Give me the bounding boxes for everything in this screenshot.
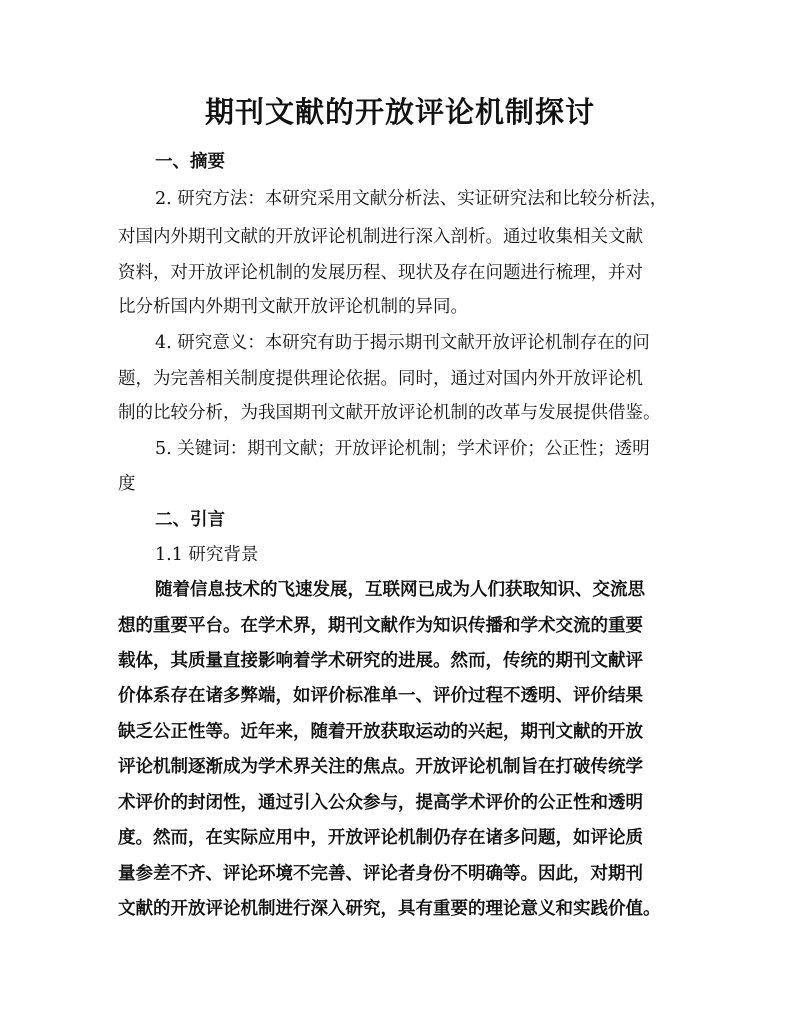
paragraph-line: 价体系存在诸多弊端，如评价标准单一、评价过程不透明、评价结果 — [118, 686, 643, 706]
paragraph-line: 度。然而，在实际应用中，开放评论机制仍存在诸多问题，如评论质 — [118, 828, 643, 848]
paragraph-line: 载体，其质量直接影响着学术研究的进展。然而，传统的期刊文献评 — [118, 651, 643, 671]
paragraph-line: 5. 关键词：期刊文献；开放评论机制；学术评价；公正性；透明 — [155, 439, 650, 459]
subsection-heading-background: 1.1 研究背景 — [155, 545, 259, 565]
page-title: 期刊文献的开放评论机制探讨 — [204, 95, 595, 129]
paragraph-line: 文献的开放评论机制进行深入研究，具有重要的理论意义和实践价值。 — [118, 899, 661, 919]
paragraph-line: 量参差不齐、评论环境不完善、评论者身份不明确等。因此，对期刊 — [118, 864, 643, 884]
paragraph-line: 题，为完善相关制度提供理论依据。同时，通过对国内外开放评论机 — [118, 369, 643, 389]
paragraph-line: 对国内外期刊文献的开放评论机制进行深入剖析。通过收集相关文献 — [118, 227, 643, 247]
paragraph-line: 术评价的封闭性，通过引入公众参与，提高学术评价的公正性和透明 — [118, 793, 643, 813]
section-heading-abstract: 一、摘要 — [155, 152, 225, 172]
paragraph-line: 度 — [118, 474, 136, 494]
paragraph-line: 随着信息技术的飞速发展，互联网已成为人们获取知识、交流思 — [155, 580, 645, 600]
section-heading-introduction: 二、引言 — [155, 510, 225, 530]
paragraph-line: 4. 研究意义：本研究有助于揭示期刊文献开放评论机制存在的问 — [155, 333, 650, 353]
paragraph-line: 比分析国内外期刊文献开放评论机制的异同。 — [118, 297, 468, 317]
paragraph-line: 2. 研究方法：本研究采用文献分析法、实证研究法和比较分析法， — [155, 189, 668, 209]
paragraph-line: 资料，对开放评论机制的发展历程、现状及存在问题进行梳理，并对 — [118, 263, 643, 283]
paragraph-line: 想的重要平台。在学术界，期刊文献作为知识传播和学术交流的重要 — [118, 616, 643, 636]
paragraph-line: 制的比较分析，为我国期刊文献开放评论机制的改革与发展提供借鉴。 — [118, 403, 661, 423]
paragraph-line: 缺乏公正性等。近年来，随着开放获取运动的兴起，期刊文献的开放 — [118, 722, 643, 742]
paragraph-line: 评论机制逐渐成为学术界关注的焦点。开放评论机制旨在打破传统学 — [118, 757, 643, 777]
